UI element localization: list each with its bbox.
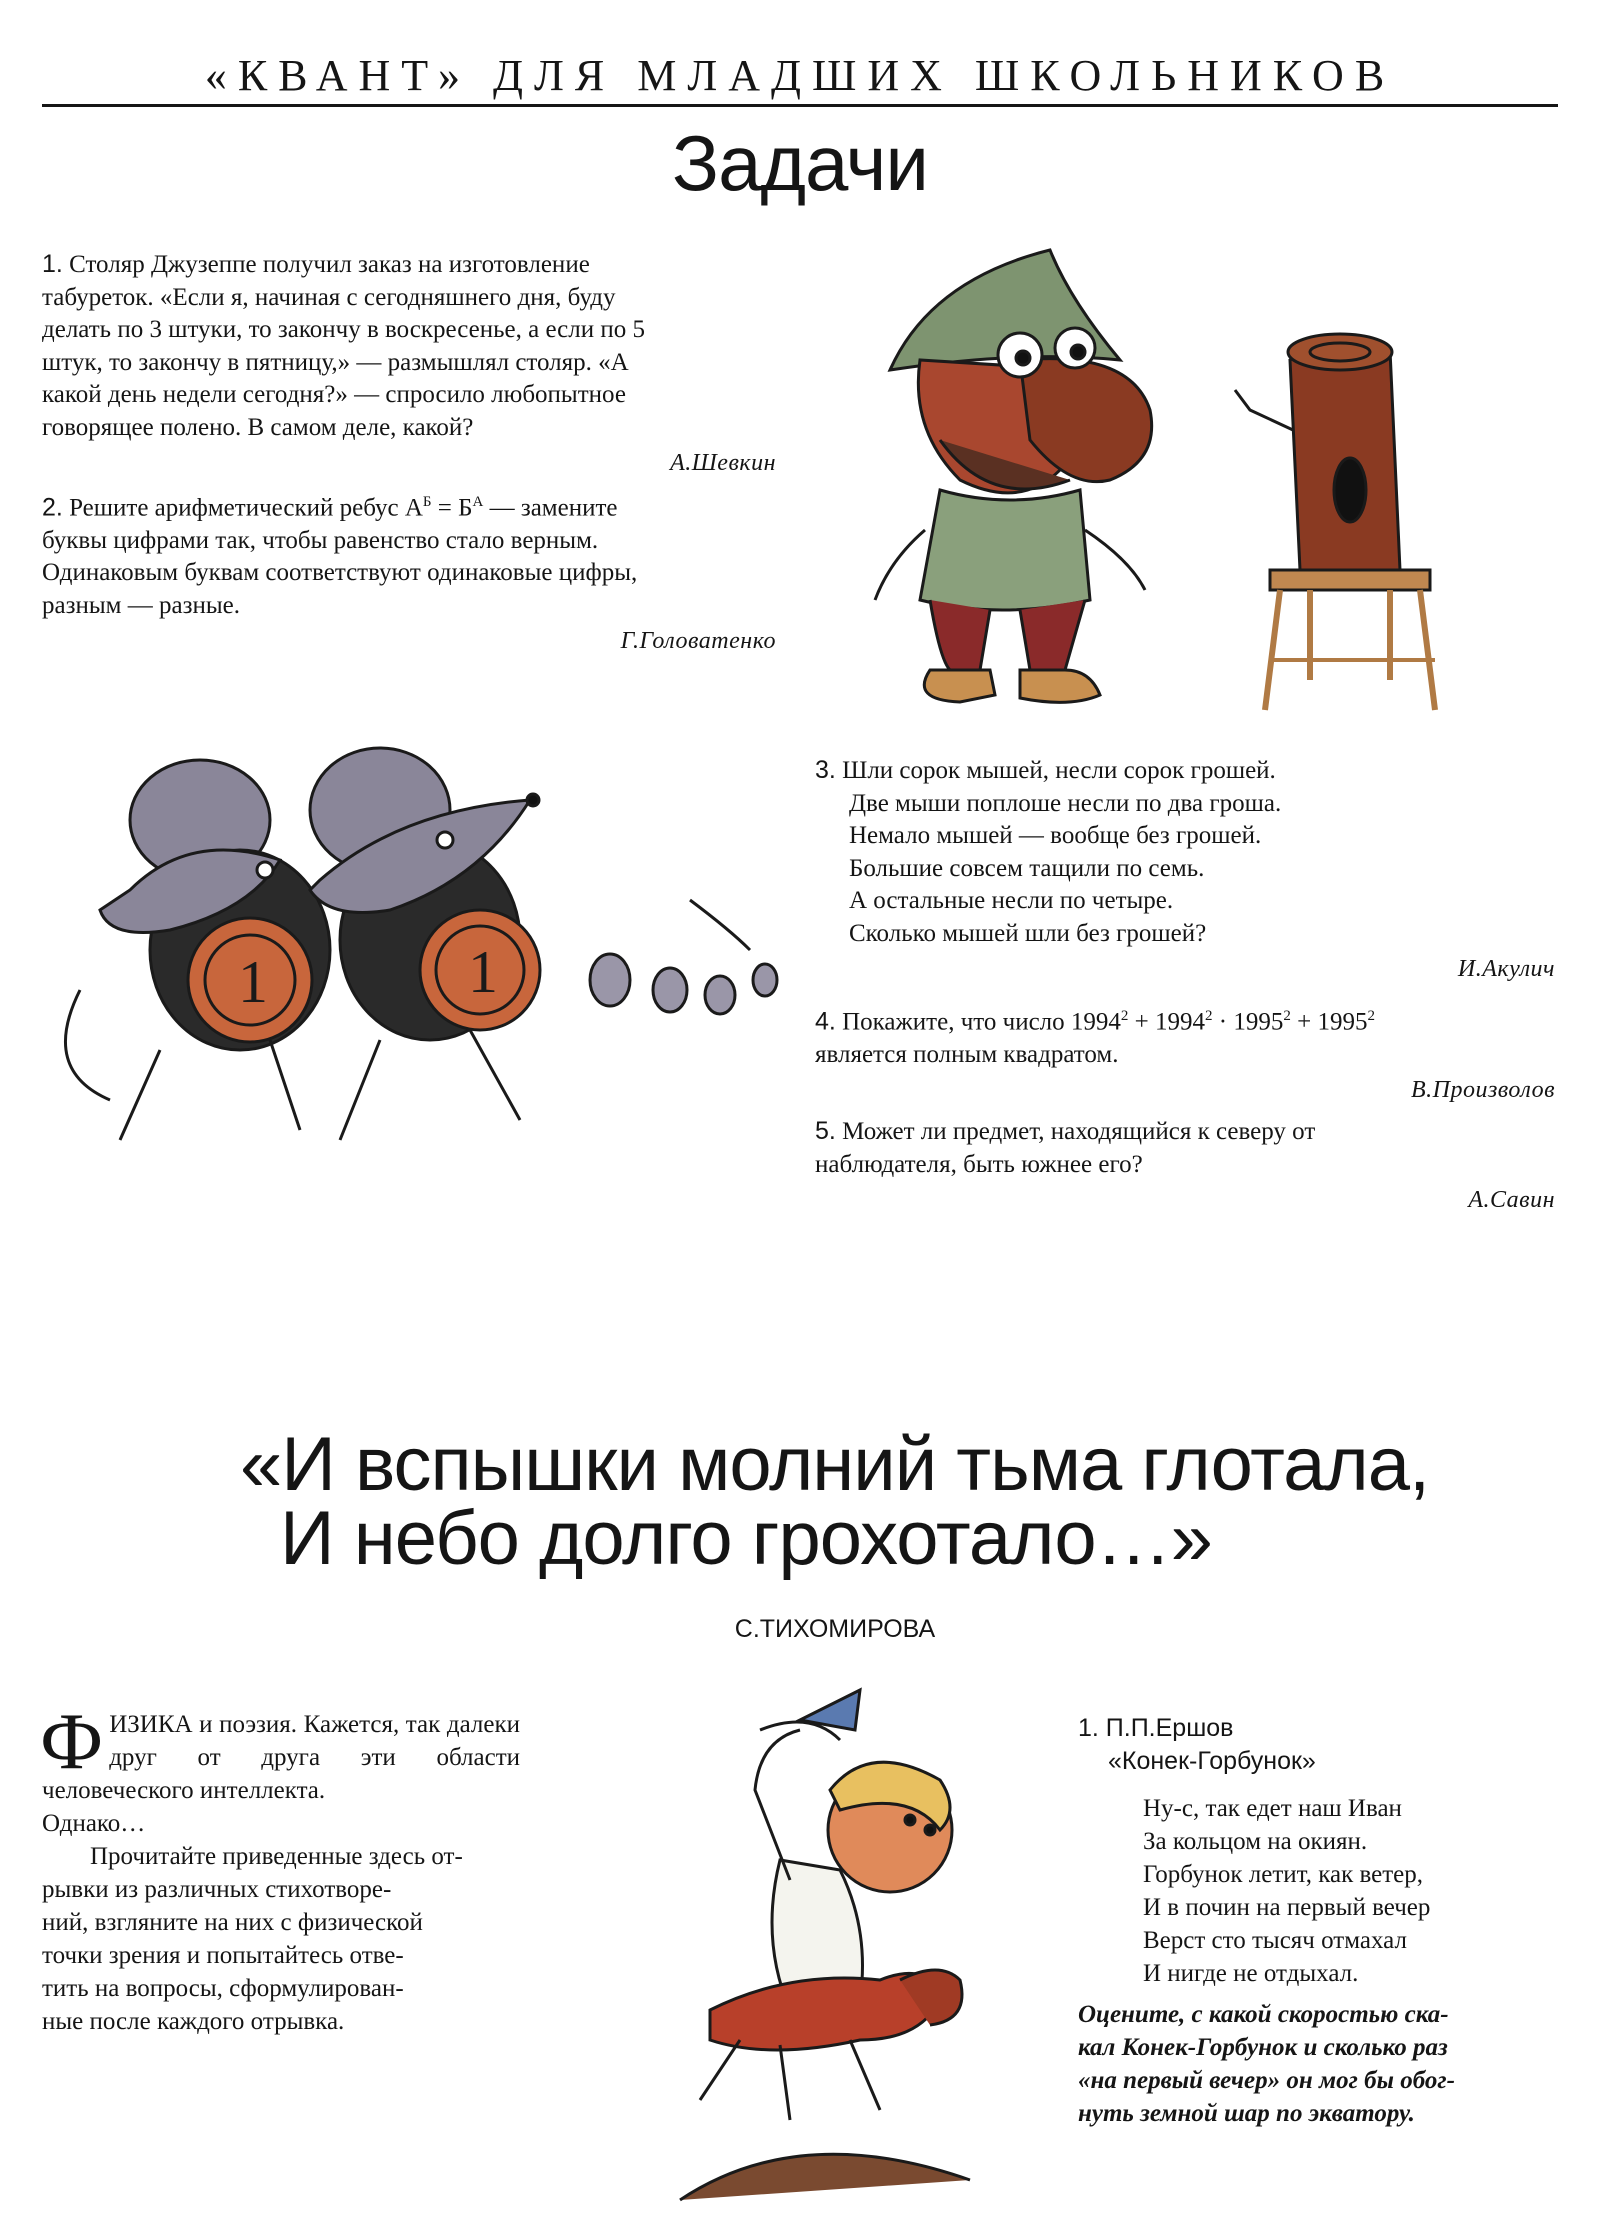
- question-line: «на первый вечер» он мог бы обог-: [1078, 2067, 1455, 2094]
- problem-text: Сколько мышей шли без грошей?: [849, 919, 1207, 947]
- verse-line: Верст сто тысяч отмахал: [1143, 1927, 1407, 1954]
- intro-text: рывки из различных стихотворе-: [42, 1876, 392, 1903]
- problem-text: Решите арифметический ребус А: [69, 494, 423, 522]
- question-line: кал Конек-Горбунок и сколько раз: [1078, 2034, 1448, 2061]
- problem-text: штук, то закончу в пятницу,» — размышлял столяр. «А: [42, 348, 629, 376]
- illustration-carpenter-and-log: [870, 240, 1490, 710]
- illustration-ivan-on-horse: [640, 1680, 1040, 2200]
- intro-text: тить на вопросы, сформулирован-: [42, 1975, 404, 2002]
- problem-5: [815, 1115, 1555, 1217]
- intro-text: ИЗИКА и поэзия. Кажется,: [109, 1711, 400, 1738]
- exponent: 2: [1367, 1008, 1375, 1024]
- article-title-line: И небо долго грохотало…»: [280, 1496, 1212, 1581]
- excerpt-ershov: [1078, 1712, 1568, 2130]
- exponent: 2: [1283, 1008, 1291, 1024]
- exponent: А: [472, 494, 484, 510]
- talking-log: [1235, 334, 1435, 710]
- coin-digit: 1: [468, 939, 498, 1005]
- intro-text: области человеческого интеллекта.: [42, 1744, 521, 1804]
- problem-text: Столяр Джузеппе получил заказ на изготовление: [69, 251, 590, 278]
- verse-line: За кольцом на окиян.: [1143, 1828, 1368, 1855]
- article-title-line: «И вспышки молний тьма глотала,: [240, 1422, 1430, 1507]
- problem-author: А.Шевкин: [670, 450, 776, 476]
- problem-text: + 1995: [1290, 1008, 1368, 1036]
- problem-1: [42, 248, 776, 480]
- excerpt-verse: [1078, 1792, 1568, 1990]
- problem-text: — замените: [483, 494, 618, 522]
- problem-text: Может ли предмет, находящийся к северу от: [842, 1118, 1316, 1145]
- problem-number: 1.: [42, 250, 63, 278]
- problem-text: говорящее полено. В самом деле, какой?: [42, 413, 474, 441]
- problem-author: Г.Головатенко: [620, 628, 776, 655]
- problem-text: буквы цифрами так, чтобы равенство стало верным.: [42, 526, 599, 554]
- verse-line: Ну-с, так едет наш Иван: [1143, 1795, 1402, 1822]
- problem-author: И.Акулич: [1457, 956, 1555, 982]
- article-byline: С.ТИХОМИРОВА: [734, 1615, 936, 1643]
- problem-number: 2.: [42, 493, 63, 522]
- excerpt-heading: 1. П.П.Ершов: [1078, 1714, 1234, 1742]
- coin-left: [188, 918, 312, 1042]
- problem-2: [42, 486, 776, 658]
- verse-line: Горбунок летит, как ветер,: [1143, 1861, 1424, 1888]
- problem-text: = Б: [431, 494, 473, 522]
- problem-text: разным — разные.: [42, 591, 240, 619]
- coin-right: [420, 910, 540, 1030]
- intro-text: Прочитайте приведенные здесь от-: [90, 1843, 463, 1870]
- problem-text: табуреток. «Если я, начиная с сегодняшнего дня, буду: [42, 283, 616, 311]
- illustration-mice-with-coins: [50, 740, 790, 1180]
- article-title: [240, 1422, 1430, 1581]
- exponent: Б: [422, 494, 432, 510]
- excerpt-work-title: «Конек-Горбунок»: [1108, 1747, 1316, 1775]
- problem-text: наблюдателя, быть южнее его?: [815, 1150, 1143, 1178]
- problem-text: · 1995: [1212, 1008, 1284, 1036]
- problem-text: + 1994: [1128, 1008, 1206, 1036]
- carpenter-figure: [875, 250, 1152, 702]
- intro-text: так далеки друг от друга эти: [109, 1711, 520, 1771]
- section-header: «КВАНТ» ДЛЯ МЛАДШИХ ШКОЛЬНИКОВ: [204, 51, 1396, 100]
- question-line: Оцените, с какой скоростью ска-: [1078, 2001, 1449, 2028]
- intro-text: Однако…: [42, 1810, 146, 1837]
- exponent: 2: [1205, 1008, 1213, 1024]
- article-intro: [40, 1698, 521, 2038]
- small-mice: [590, 900, 777, 1014]
- problem-text: делать по 3 штуки, то закончу в воскресенье, а если по 5: [42, 316, 646, 343]
- coin-digit: 1: [238, 949, 268, 1015]
- verse-line: И нигде не отдыхал.: [1143, 1960, 1359, 1987]
- problem-number: 5.: [815, 1117, 836, 1145]
- problem-number: 3.: [815, 756, 836, 784]
- problem-text: является полным квадратом.: [815, 1040, 1119, 1068]
- problem-4: [815, 1000, 1555, 1107]
- problem-number: 4.: [815, 1007, 836, 1036]
- page-title: Задачи: [672, 119, 928, 207]
- problem-text: Шли сорок мышей, несли сорок грошей.: [842, 757, 1276, 784]
- problem-text: Немало мышей — вообще без грошей.: [849, 822, 1262, 849]
- verse-line: И в почин на первый вечер: [1143, 1894, 1431, 1921]
- problem-author: В.Произволов: [1410, 1077, 1555, 1104]
- header-rule: [42, 104, 1558, 107]
- exponent: 2: [1120, 1008, 1129, 1024]
- intro-text: ний, взгляните на них с физической: [42, 1909, 423, 1936]
- problem-text: Одинаковым буквам соответствуют одинаковые цифры,: [42, 559, 638, 587]
- question-line: нуть земной шар по экватору.: [1078, 2100, 1415, 2127]
- drop-cap: Ф: [40, 1698, 104, 1786]
- problem-text: какой день недели сегодня?» — спросило любопытное: [42, 381, 626, 408]
- problem-text: А остальные несли по четыре.: [849, 887, 1174, 914]
- problem-text: Покажите, что число 1994: [842, 1008, 1121, 1036]
- excerpt-question: [1078, 1998, 1568, 2130]
- intro-text: точки зрения и попытайтесь отве-: [42, 1942, 404, 1969]
- intro-text: ные после каждого отрывка.: [42, 2008, 345, 2035]
- problem-3: [815, 754, 1555, 986]
- problem-text: Две мыши поплоше несли по два гроша.: [849, 789, 1282, 817]
- problem-text: Большие совсем тащили по семь.: [849, 854, 1205, 882]
- problem-author: А.Савин: [1468, 1187, 1555, 1213]
